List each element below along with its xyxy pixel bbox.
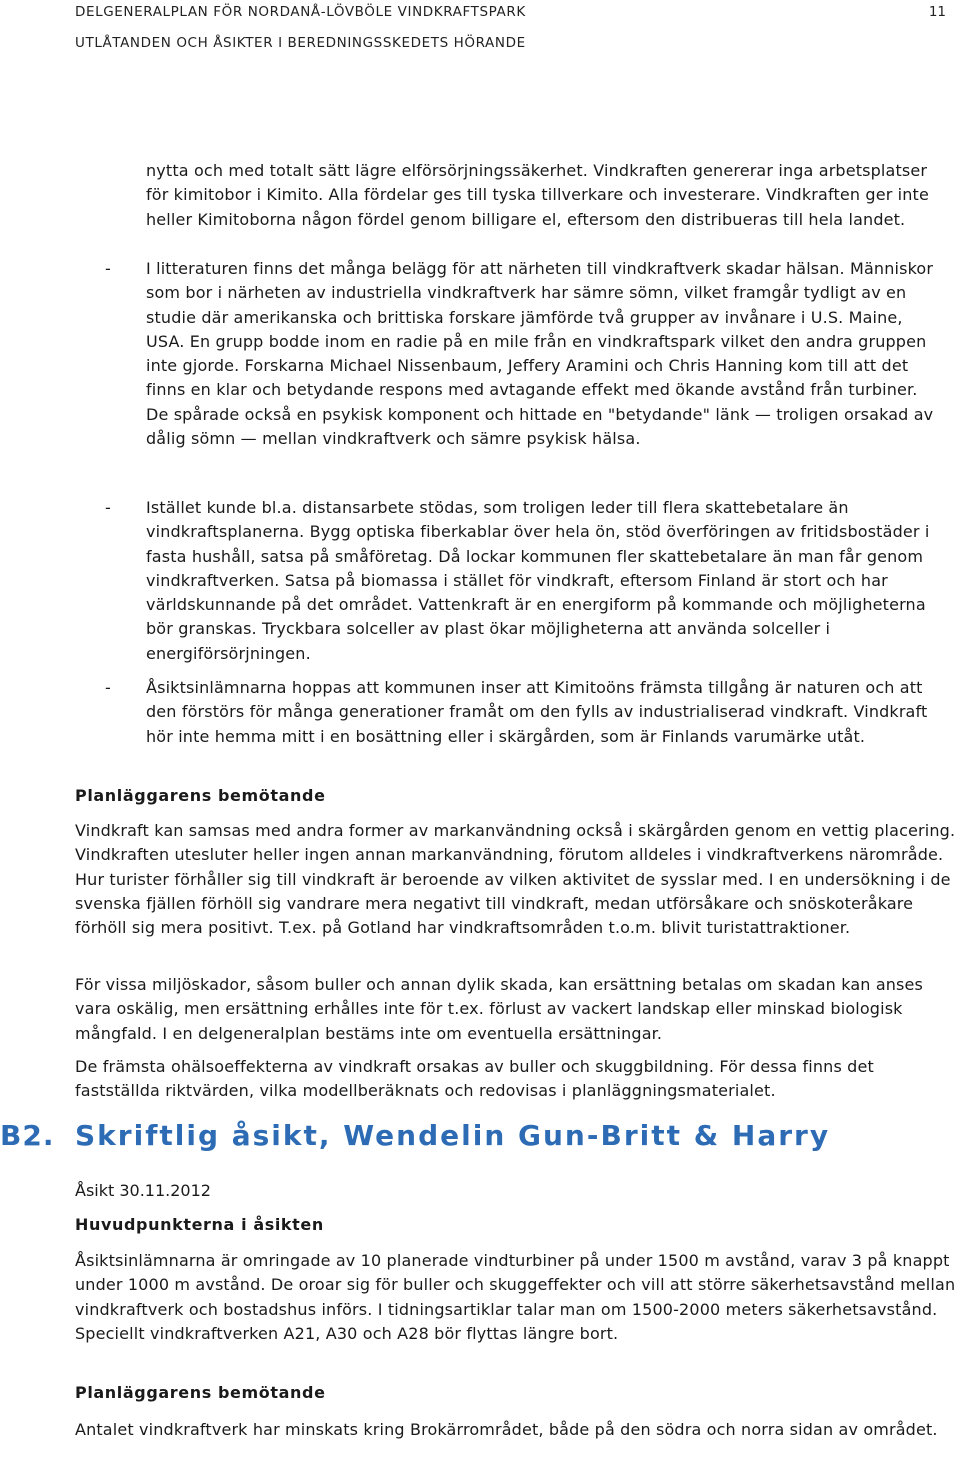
intro-continuation: nytta och med totalt sätt lägre elförsörjningssäkerhet. Vindkraften genererar inga arbetsplatser för kimitobor i Kimito. Alla fördelar ges till tyska tillverkare och investerare. Vindkraften ger inte heller Kimitoborna någon fördel genom billigare el, eftersom den distribueras till hela landet. (146, 161, 929, 229)
planner-comment-paragraph-1: Vindkraft kan samsas med andra former av markanvändning också i skärgården genom en vettig placering. Vindkraften utesluter heller ingen annan markanvändning, förutom alldeles i vindkraftverkens närområde. Hur turister förhåller sig till vindkraft är beroende av vilken aktivitet de sysslar med. I en undersökning i de svenska fjällen förhöll sig vandrare mera negativt till vindkraft, medan utförsåkare och snöskoteråkare förhöll sig mera positivt. T.ex. på Gotland har vindkraftsområden t.o.m. blivit turistattraktioner. (75, 821, 956, 938)
planner-comment-heading: Planläggarens bemötande (75, 786, 326, 805)
page-number: 11 (928, 4, 946, 20)
running-header-subtitle: UTLÅTANDEN OCH ÅSIKTER I BEREDNINGSSKEDETS HÖRANDE (75, 35, 526, 51)
bullet-dash: - (105, 678, 111, 697)
opinion-date: Åsikt 30.11.2012 (75, 1181, 211, 1200)
bullet-dash: - (105, 498, 111, 517)
bullet-item-3 (75, 676, 936, 749)
section-number: B2. (0, 1119, 55, 1152)
section-title: Skriftlig åsikt, Wendelin Gun-Britt & Harry (75, 1119, 831, 1152)
planner-comment-paragraph-3: De främsta ohälsoeffekterna av vindkraft orsakas av buller och skuggbildning. För dessa finns det fastställda riktvärden, vilka modellberäknats och redovisas i planläggningsmaterialet. (75, 1057, 874, 1101)
main-points-heading: Huvudpunkterna i åsikten (75, 1215, 324, 1234)
bullet-text: Istället kunde bl.a. distansarbete stödas, som troligen leder till flera skattebetalare än vindkraftsplanerna. Bygg optiska fiberkablar över hela ön, stöd överföringen av fritidsbostäder i fasta hushåll, satsa på småföretag. Då lockar kommunen fler skattebetalare än man får genom vindkraftverken. Satsa på biomassa i stället för vindkraft, eftersom Finland är stort och har världskunnande på det området. Vattenkraft är en energiform på kommande och möjligheterna bör granskas. Tryckbara solceller av plast ökar möjligheterna att använda solceller i energiförsörjningen. (146, 498, 930, 663)
bullet-item-2 (75, 496, 936, 666)
planner-reply-heading: Planläggarens bemötande (75, 1383, 326, 1402)
planner-comment-paragraph-2: För vissa miljöskador, såsom buller och annan dylik skada, kan ersättning betalas om skadan kan anses vara oskälig, men ersättning erhålles inte för t.ex. förlust av vackert landskap eller minskad biologisk mångfald. I en delgeneralplan bestäms inte om eventuella ersättningar. (75, 975, 924, 1043)
bullet-text: I litteraturen finns det många belägg för att närheten till vindkraftverk skadar hälsan. Människor som bor i närheten av industriella vindkraftverk har sämre sömn, vilket framgår tydligt av en studie där amerikanska och brittiska forskare jämförde två grupper av invånare i U.S. Maine, USA. En grupp bodde inom en radie på en mile från en vindkraftspark vilket den andra gruppen inte gjorde. Forskarna Michael Nissenbaum, Jeffery Aramini och Chris Hanning kom till att det finns en klar och betydande respons med avtagande effekt med ökande avstånd från turbiner. De spårade också en psykisk komponent och hittade en "betydande" länk — troligen orsakad av dålig sömn — mellan vindkraftverk och sämre psykisk hälsa. (146, 259, 934, 449)
bullet-text: Åsiktsinlämnarna hoppas att kommunen inser att Kimitoöns främsta tillgång är naturen och att den förstörs för många generationer framåt om den fylls av industrialiserad vindkraft. Vindkraft hör inte hemma mitt i en bosättning eller i skärgården, som är Finlands varumärke utåt. (146, 678, 928, 746)
bullet-item-1 (75, 257, 936, 451)
planner-reply-text: Antalet vindkraftverk har minskats kring Brokärrområdet, både på den södra och norra sidan av området. (75, 1420, 938, 1439)
running-header-title: DELGENERALPLAN FÖR NORDANÅ-LÖVBÖLE VINDKRAFTSPARK (75, 4, 526, 20)
bullet-dash: - (105, 259, 111, 278)
main-points-text: Åsiktsinlämnarna är omringade av 10 planerade vindturbiner på under 1500 m avstånd, varav 3 på knappt under 1000 m avstånd. De oroar sig för buller och skuggeffekter och vill att större säkerhetsavstånd mellan vindkraftverk och bostadshus införs. I tidningsartiklar talar man om 1500-2000 meters säkerhetsavstånd. Speciellt vindkraftverken A21, A30 och A28 bör flyttas längre bort. (75, 1251, 956, 1343)
